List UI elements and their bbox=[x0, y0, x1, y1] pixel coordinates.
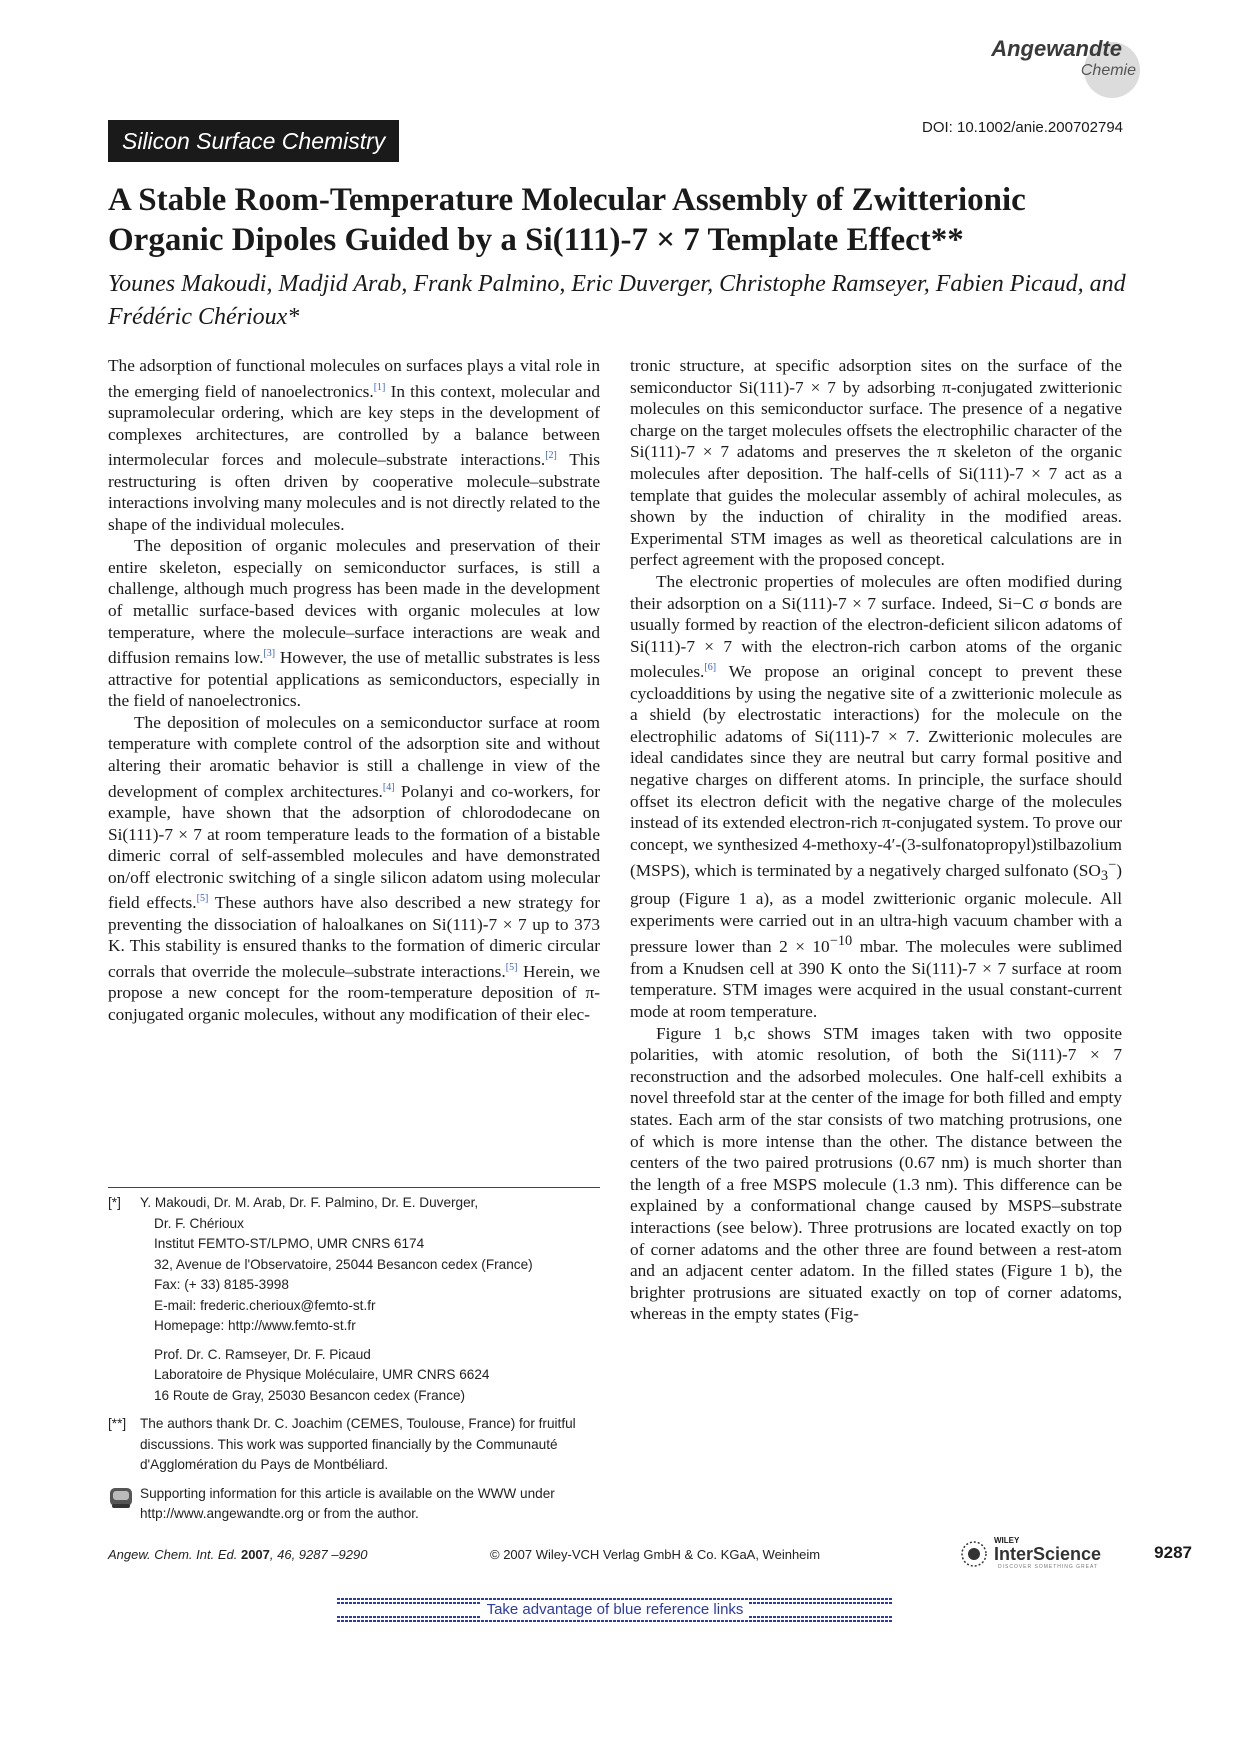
footnote-affiliations: [*] Y. Makoudi, Dr. M. Arab, Dr. F. Palmino, Dr. E. Duverger, Dr. F. Chérioux Institut FEMTO-ST/LPMO, UMR CNRS 6174 32, Avenue de l'Observatoire, 25044 Besancon cedex (France) Fax: (+ 33) 8185-3998 E-mail: frederic.cherioux@femto-st.fr Homepage: http://www.femto-st.fr Prof. Dr. C. Ramseyer, Dr. F. Picaud Laboratoire de Physique Moléculaire, UMR CNRS 6624 16 Route de Gray, 25030 Besancon cedex (France) bbox=[108, 1193, 600, 1406]
reference-link[interactable]: [2] bbox=[545, 450, 557, 462]
homepage-link[interactable]: Homepage: http://www.femto-st.fr bbox=[154, 1318, 356, 1333]
reference-link[interactable]: [5] bbox=[196, 893, 209, 905]
journal-logo-sub: Chemie bbox=[1080, 62, 1136, 79]
reference-link[interactable]: [6] bbox=[704, 662, 717, 674]
interscience-logo: WILEY InterScience DISCOVER SOMETHING GREAT bbox=[960, 1536, 1120, 1572]
reference-link[interactable]: [5] bbox=[505, 961, 518, 973]
copyright: © 2007 Wiley-VCH Verlag GmbH & Co. KGaA, Weinheim bbox=[490, 1547, 821, 1562]
reference-link[interactable]: [1] bbox=[373, 381, 386, 393]
paragraph: The electronic properties of molecules are often modified during their adsorption on a Si(111)-7 × 7 surface. Indeed, Si−C σ bonds are usually formed by reaction of the electron-deficient silicon adatoms of Si(111)-7 × 7 with the electron-rich carbon atoms of the organic molecules.[6] We propose an original concept to prevent these cycloadditions by using the negative site of a zwitterionic molecule as a shield (by electrostatic interactions) for the molecule on the electrophilic adatoms of Si(111)-7 × 7. Zwitterionic molecules are ideal candidates since they are neutral but carry formal positive and negative charges on different atoms. In principle, the surface should offset its electron deficit with the negative charge of the molecules instead of its extended electron-rich π-conjugated system. To prove our concept, we synthesized 4-methoxy-4′-(3-sulfonatopropyl)stilbazolium (MSPS), which is terminated by a negatively charged sulfonato $(SO_3^-)$ group (Figure 1 a), as a model zwitterionic organic molecule. All experiments were carried out in an ultra-high vacuum chamber with a pressure lower than $2 \times 10^{-10}$ mbar. The molecules were sublimed from a Knudsen cell at 390 K onto the Si(111)-7 × 7 surface at room temperature. STM images were acquired in the usual constant-current mode at room temperature. bbox=[630, 571, 1123, 1021]
doi[interactable]: DOI: 10.1002/anie.200702794 bbox=[922, 119, 1123, 136]
article-title: A Stable Room-Temperature Molecular Assembly of Zwitterionic Organic Dipoles Guided by a Si(111)-7 × 7 Template Effect** bbox=[108, 182, 1026, 258]
paragraph: The adsorption of functional molecules on surfaces plays a vital role in the emerging field of nanoelectronics.[1] In this context, molecular and supramolecular ordering, which are key steps in the development of complexes architectures, are controlled by a balance between intermolecular forces and molecule–substrate interactions.[2] This restructuring is often driven by cooperative molecule–substrate interactions involving many molecules and is not directly related to the shape of the individual molecules. bbox=[108, 356, 600, 534]
footnote-divider bbox=[108, 1187, 600, 1188]
citation: Angew. Chem. Int. Ed. 2007, 46, 9287 –9290 bbox=[108, 1547, 368, 1562]
paragraph: The deposition of molecules on a semiconductor surface at room temperature with complete control of the adsorption site and without altering their aromatic behavior is still a challenge in view of the development of complex architectures.[4] Polanyi and co-workers, for example, have shown that the adsorption of chlorododecane on Si(111)-7 × 7 at room temperature leads to the formation of a bistable dimeric corral of self-assembled molecules and have demonstrated on/off electronic switching of a single silicon adatom using molecular field effects.[5] These authors have also described a new strategy for preventing the dissociation of haloalkanes on Si(111)-7 × 7 up to 373 K. This stability is ensured thanks to the formation of dimeric circular corrals that override the molecule–substrate interactions.[5] Herein, we propose a new concept for the room-temperature deposition of π-conjugated organic molecules, without any modification of their elec- bbox=[108, 712, 600, 1024]
journal-logo-main: Angewandte bbox=[991, 36, 1122, 61]
footnote-mark: [*] bbox=[108, 1195, 121, 1210]
article-authors: Younes Makoudi, Madjid Arab, Frank Palmino, Eric Duverger, Christophe Ramseyer, Fabien Picaud, and Frédéric Chérioux* bbox=[108, 271, 1126, 330]
email-link[interactable]: E-mail: frederic.cherioux@femto-st.fr bbox=[154, 1297, 376, 1313]
paragraph: The deposition of organic molecules and preservation of their entire skeleton, especially on semiconductor surfaces, is still a challenge, although much progress has been made in the development of metallic surface-based devices with organic molecules at low temperature, where the molecule–surface interactions are weak and diffusion remains low.[3] However, the use of metallic substrates is less attractive for potential applications as semiconductors, especially in the field of nanoelectronics. bbox=[108, 536, 600, 711]
footnote-mark: [**] bbox=[108, 1416, 127, 1431]
reference-link[interactable]: [3] bbox=[263, 648, 276, 660]
paragraph: Figure 1 b,c shows STM images taken with two opposite polarities, with atomic resolution, of both the Si(111)-7 × 7 reconstruction and the adsorbed molecules. One half-cell exhibits a novel threefold star at the center of the image for both filled and empty states. Each arm of the star consists of two matching protrusions, one of which is more intense than the other. The distance between the centers of the two paired protrusions (0.67 nm) is much shorter than the length of a free MSPS molecule (1.3 nm). This difference can be explained by a conformational change caused by MSPS–substrate interactions (see below). Three protrusions are located exactly on top of corner adatoms and the other three are found between a rest-atom and an adjacent center adatom. In the filled states (Figure 1 b), the brighter protrusions are situated exactly on top of corner adatoms, whereas in the empty states (Fig- bbox=[630, 1023, 1122, 1324]
body-column-left bbox=[108, 355, 600, 1025]
footnote-acknowledgment: [**] The authors thank Dr. C. Joachim (CEMES, Toulouse, France) for fruitful discussions. This work was supported financially by the Communauté d'Agglomération du Pays de Montbéliard. bbox=[108, 1416, 576, 1472]
reference-links-text[interactable]: Take advantage of blue reference links bbox=[481, 1601, 750, 1618]
footnote-supporting-info: Supporting information for this article is available on the WWW under http://www.angewandte.org or from the author. bbox=[108, 1484, 600, 1525]
journal-logo bbox=[990, 30, 1140, 90]
footnotes bbox=[108, 1193, 600, 1525]
reference-link[interactable]: [4] bbox=[382, 781, 395, 793]
interscience-globe-icon bbox=[960, 1540, 988, 1568]
reference-links-banner[interactable] bbox=[337, 1596, 893, 1624]
paragraph: tronic structure, at specific adsorption sites on the surface of the semiconductor Si(111)-7 × 7 by adsorbing π-conjugated zwitterionic molecules on this semiconductor surface. The presence of a negative charge on the target molecules offsets the electrophilic character of the Si(111)-7 × 7 adatoms and preserves the π skeleton of the organic molecules after deposition. The half-cells of Si(111)-7 × 7 act as a template that guides the molecular assembly of achiral molecules, as shown by the induction of chirality in the modified areas. Experimental STM images as well as theoretical calculations are in perfect agreement with the proposed concept. bbox=[630, 356, 1122, 570]
section-tag: Silicon Surface Chemistry bbox=[108, 120, 399, 162]
supporting-info-icon bbox=[108, 1486, 134, 1510]
body-column-right bbox=[630, 355, 1122, 1325]
page-number: 9287 bbox=[1154, 1543, 1192, 1562]
